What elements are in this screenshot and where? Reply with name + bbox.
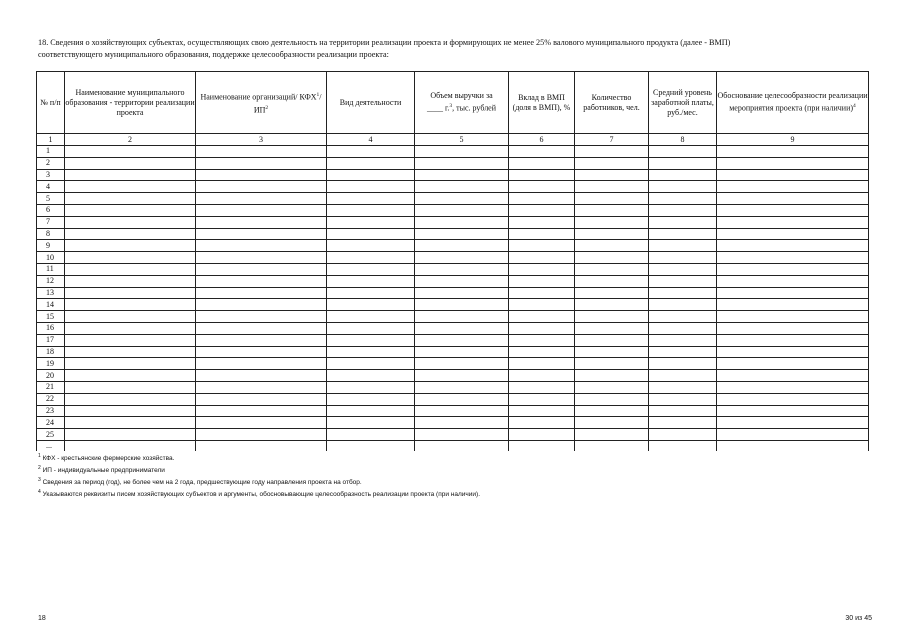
row-number: 2 xyxy=(37,157,65,169)
table-cell xyxy=(196,299,327,311)
table-cell xyxy=(649,311,717,323)
row-number: 7 xyxy=(37,216,65,228)
row-number: 3 xyxy=(37,169,65,181)
table-cell xyxy=(327,146,415,158)
table-cell xyxy=(509,216,575,228)
table-cell xyxy=(509,346,575,358)
table-row xyxy=(37,216,869,228)
table-row xyxy=(37,287,869,299)
table-cell xyxy=(65,157,196,169)
row-number: 13 xyxy=(37,287,65,299)
table-row xyxy=(37,381,869,393)
row-number: 17 xyxy=(37,334,65,346)
footnote-2: $^2$ ИП - индивидуальные предприниматели xyxy=(38,465,165,475)
table-cell xyxy=(327,440,415,451)
table-cell xyxy=(509,417,575,429)
table-cell xyxy=(509,393,575,405)
row-number: 15 xyxy=(37,311,65,323)
table-cell xyxy=(575,146,649,158)
table-cell xyxy=(65,181,196,193)
table-cell xyxy=(65,334,196,346)
column-number: 5 xyxy=(415,134,509,146)
table-row xyxy=(37,146,869,158)
table-cell xyxy=(196,240,327,252)
table-cell xyxy=(509,275,575,287)
table-row xyxy=(37,204,869,216)
footnote-4: $^4$ Указываются реквизиты писем хозяйствующих субъектов и аргументы, обосновывающие целесообразность реализации проекта (при наличии). xyxy=(38,489,481,499)
table-row xyxy=(37,346,869,358)
table-cell xyxy=(196,358,327,370)
table-cell xyxy=(65,358,196,370)
table-cell xyxy=(717,263,869,275)
table-cell xyxy=(649,370,717,382)
table-cell xyxy=(509,193,575,205)
table-cell xyxy=(575,287,649,299)
table-row xyxy=(37,157,869,169)
row-number: 25 xyxy=(37,429,65,441)
table-cell xyxy=(415,405,509,417)
table-cell xyxy=(717,228,869,240)
table-cell xyxy=(717,299,869,311)
table-cell xyxy=(415,358,509,370)
table-cell xyxy=(415,216,509,228)
table-row xyxy=(37,417,869,429)
table-cell xyxy=(649,334,717,346)
col-header-number: № п/п xyxy=(37,72,65,134)
table-cell xyxy=(649,299,717,311)
table-cell xyxy=(196,417,327,429)
table-cell xyxy=(415,370,509,382)
table-cell xyxy=(649,252,717,264)
column-number: 1 xyxy=(37,134,65,146)
table-cell xyxy=(65,405,196,417)
table-cell xyxy=(327,299,415,311)
table-cell xyxy=(649,275,717,287)
table-cell xyxy=(509,181,575,193)
table-cell xyxy=(196,204,327,216)
table-cell xyxy=(415,263,509,275)
table-cell xyxy=(575,157,649,169)
row-number: 21 xyxy=(37,381,65,393)
column-number: 4 xyxy=(327,134,415,146)
table-cell xyxy=(575,417,649,429)
table-cell xyxy=(509,358,575,370)
column-number: 9 xyxy=(717,134,869,146)
col-header-activity: Вид деятельности xyxy=(327,72,415,134)
page-counter: 30 из 45 xyxy=(845,615,872,622)
table-cell xyxy=(327,358,415,370)
table-cell xyxy=(415,240,509,252)
table-row-ellipsis xyxy=(37,440,869,451)
table-cell xyxy=(649,228,717,240)
row-number: 8 xyxy=(37,228,65,240)
table-cell xyxy=(196,287,327,299)
table-cell xyxy=(575,193,649,205)
table-cell xyxy=(196,405,327,417)
table-cell xyxy=(509,429,575,441)
table-cell xyxy=(415,193,509,205)
row-number: 6 xyxy=(37,204,65,216)
table-cell xyxy=(575,240,649,252)
table-cell xyxy=(196,252,327,264)
row-number: 1 xyxy=(37,146,65,158)
row-number: 18 xyxy=(37,346,65,358)
table-cell xyxy=(649,322,717,334)
table-cell xyxy=(196,157,327,169)
table-cell xyxy=(65,381,196,393)
table-cell xyxy=(196,429,327,441)
col-header-municipality: Наименование муниципального образования - территории реализации проекта xyxy=(65,72,196,134)
table-cell xyxy=(575,370,649,382)
table-cell xyxy=(196,263,327,275)
row-number: 24 xyxy=(37,417,65,429)
table-cell xyxy=(327,263,415,275)
table-cell xyxy=(575,252,649,264)
table-cell xyxy=(65,240,196,252)
table-row xyxy=(37,393,869,405)
table-cell xyxy=(649,287,717,299)
table-cell xyxy=(415,181,509,193)
table-cell xyxy=(509,204,575,216)
table-cell xyxy=(415,417,509,429)
row-number: 10 xyxy=(37,252,65,264)
table-cell xyxy=(649,417,717,429)
table-cell xyxy=(65,322,196,334)
table-row xyxy=(37,429,869,441)
table-cell xyxy=(575,204,649,216)
table-cell xyxy=(65,204,196,216)
table-cell xyxy=(717,429,869,441)
table-cell xyxy=(509,169,575,181)
table-cell xyxy=(649,146,717,158)
table-cell xyxy=(327,204,415,216)
table-row xyxy=(37,228,869,240)
table-cell xyxy=(327,405,415,417)
table-cell xyxy=(649,193,717,205)
table-cell xyxy=(327,181,415,193)
col-header-gmp-share: Вклад в ВМП (доля в ВМП), % xyxy=(509,72,575,134)
table-cell xyxy=(327,381,415,393)
table-cell xyxy=(575,334,649,346)
table-cell xyxy=(717,275,869,287)
footnote-3: $^3$ Сведения за период (год), не более чем на 2 года, предшествующие году направления проекта на отбор. xyxy=(38,477,362,487)
table-cell xyxy=(509,440,575,451)
table-cell xyxy=(65,146,196,158)
table-row xyxy=(37,275,869,287)
table-cell xyxy=(65,440,196,451)
table-row xyxy=(37,322,869,334)
table-cell xyxy=(65,311,196,323)
table-cell xyxy=(415,228,509,240)
table-cell xyxy=(509,370,575,382)
row-number: 23 xyxy=(37,405,65,417)
table-cell xyxy=(717,181,869,193)
table-cell xyxy=(415,275,509,287)
table-cell xyxy=(415,287,509,299)
row-number: 16 xyxy=(37,322,65,334)
col-header-justification: Обоснование целесообразности реализации мероприятия проекта (при наличии)$^4$ xyxy=(717,72,869,134)
heading-line-1: 18. Сведения о хозяйствующих субъектах, осуществляющих свою деятельность на территории реализации проекта и формирующих не менее 25% валового муниципального продукта (далее - ВМП) xyxy=(38,38,731,47)
table-cell xyxy=(196,169,327,181)
table-cell xyxy=(717,240,869,252)
table-row xyxy=(37,370,869,382)
col-header-revenue: Объем выручки за ____ г.$^3$, тыс. рублей xyxy=(415,72,509,134)
table-cell xyxy=(717,370,869,382)
table-cell xyxy=(196,216,327,228)
table-cell xyxy=(415,146,509,158)
table-cell xyxy=(415,299,509,311)
row-number: 12 xyxy=(37,275,65,287)
table-cell xyxy=(575,381,649,393)
row-number: 4 xyxy=(37,181,65,193)
table-cell xyxy=(196,275,327,287)
table-cell xyxy=(717,322,869,334)
table-cell xyxy=(65,228,196,240)
table-cell xyxy=(575,299,649,311)
table-cell xyxy=(649,393,717,405)
table-cell xyxy=(415,311,509,323)
table-cell xyxy=(509,252,575,264)
table-row xyxy=(37,299,869,311)
table-cell xyxy=(575,358,649,370)
table-cell xyxy=(717,311,869,323)
col-header-employees: Количество работников, чел. xyxy=(575,72,649,134)
table-cell xyxy=(196,393,327,405)
table-cell xyxy=(65,216,196,228)
table-cell xyxy=(649,169,717,181)
table-row xyxy=(37,193,869,205)
entities-table xyxy=(36,71,869,451)
table-cell xyxy=(196,370,327,382)
table-cell xyxy=(327,311,415,323)
table-cell xyxy=(649,263,717,275)
table-cell xyxy=(649,181,717,193)
table-cell xyxy=(509,157,575,169)
table-row xyxy=(37,169,869,181)
table-cell xyxy=(196,440,327,451)
table-cell xyxy=(649,405,717,417)
table-cell xyxy=(509,322,575,334)
table-cell xyxy=(649,157,717,169)
table-cell xyxy=(717,358,869,370)
table-cell xyxy=(717,146,869,158)
table-cell xyxy=(65,370,196,382)
row-number: 19 xyxy=(37,358,65,370)
table-cell xyxy=(65,393,196,405)
table-cell xyxy=(649,216,717,228)
table-cell xyxy=(575,429,649,441)
table-row xyxy=(37,181,869,193)
column-number: 7 xyxy=(575,134,649,146)
table-cell xyxy=(717,216,869,228)
table-cell xyxy=(196,193,327,205)
table-cell xyxy=(196,381,327,393)
column-number: 3 xyxy=(196,134,327,146)
table-cell xyxy=(575,440,649,451)
table-cell xyxy=(575,405,649,417)
page-number-left: 18 xyxy=(38,615,46,622)
table-cell xyxy=(327,287,415,299)
col-header-salary: Средний уровень заработной платы, руб./мес. xyxy=(649,72,717,134)
table-cell xyxy=(575,275,649,287)
table-cell xyxy=(509,240,575,252)
table-cell xyxy=(717,405,869,417)
table-cell xyxy=(65,252,196,264)
table-cell xyxy=(327,417,415,429)
table-cell xyxy=(575,311,649,323)
table-cell xyxy=(327,252,415,264)
table-cell xyxy=(65,193,196,205)
table-cell xyxy=(65,275,196,287)
table-cell xyxy=(509,263,575,275)
table-cell xyxy=(575,181,649,193)
table-cell xyxy=(509,311,575,323)
table-cell xyxy=(717,334,869,346)
table-row xyxy=(37,240,869,252)
table-cell xyxy=(65,299,196,311)
table-cell xyxy=(415,381,509,393)
table-cell xyxy=(327,193,415,205)
table-cell xyxy=(415,252,509,264)
row-ellipsis: ... xyxy=(37,440,65,451)
table-cell xyxy=(717,169,869,181)
table-cell xyxy=(327,370,415,382)
table-cell xyxy=(415,346,509,358)
table-cell xyxy=(575,169,649,181)
table-cell xyxy=(415,322,509,334)
table-cell xyxy=(575,216,649,228)
table-cell xyxy=(327,275,415,287)
table-cell xyxy=(65,346,196,358)
table-cell xyxy=(575,322,649,334)
table-cell xyxy=(509,334,575,346)
table-cell xyxy=(717,440,869,451)
table-cell xyxy=(327,216,415,228)
table-row xyxy=(37,405,869,417)
table-cell xyxy=(415,169,509,181)
table-row xyxy=(37,311,869,323)
table-row xyxy=(37,334,869,346)
table-cell xyxy=(196,228,327,240)
column-numbers-row xyxy=(37,134,869,146)
table-cell xyxy=(717,417,869,429)
row-number: 9 xyxy=(37,240,65,252)
table-row xyxy=(37,358,869,370)
table-cell xyxy=(509,287,575,299)
heading-line-2: соответствующего муниципального образования, поддержке целесообразности реализации проекта: xyxy=(38,50,389,59)
table-cell xyxy=(415,157,509,169)
table-cell xyxy=(327,157,415,169)
table-cell xyxy=(575,346,649,358)
table-row xyxy=(37,263,869,275)
column-number: 6 xyxy=(509,134,575,146)
table-cell xyxy=(327,322,415,334)
table-cell xyxy=(649,429,717,441)
table-cell xyxy=(65,287,196,299)
row-number: 5 xyxy=(37,193,65,205)
table-cell xyxy=(327,334,415,346)
table-cell xyxy=(65,263,196,275)
footnote-1: $^1$ КФХ - крестьянские фермерские хозяйства. xyxy=(38,453,175,463)
table-cell xyxy=(196,334,327,346)
table-cell xyxy=(717,346,869,358)
table-cell xyxy=(415,393,509,405)
table-cell xyxy=(327,346,415,358)
table-cell xyxy=(509,405,575,417)
row-number: 22 xyxy=(37,393,65,405)
table-cell xyxy=(649,440,717,451)
table-cell xyxy=(717,204,869,216)
table-cell xyxy=(649,204,717,216)
table-cell xyxy=(415,429,509,441)
table-cell xyxy=(196,322,327,334)
table-cell xyxy=(649,358,717,370)
table-cell xyxy=(415,334,509,346)
table-cell xyxy=(327,240,415,252)
row-number: 20 xyxy=(37,370,65,382)
table-cell xyxy=(717,193,869,205)
column-number: 8 xyxy=(649,134,717,146)
row-number: 11 xyxy=(37,263,65,275)
table-cell xyxy=(327,169,415,181)
table-row xyxy=(37,252,869,264)
column-number: 2 xyxy=(65,134,196,146)
table-cell xyxy=(509,146,575,158)
table-cell xyxy=(509,381,575,393)
table-cell xyxy=(649,381,717,393)
table-cell xyxy=(327,393,415,405)
col-header-organization: Наименование организаций/ $КФХ^1/ИП^2$ xyxy=(196,72,327,134)
table-cell xyxy=(575,393,649,405)
table-cell xyxy=(649,346,717,358)
table-cell xyxy=(196,181,327,193)
table-cell xyxy=(717,252,869,264)
table-cell xyxy=(509,228,575,240)
table-cell xyxy=(415,440,509,451)
table-cell xyxy=(196,311,327,323)
table-cell xyxy=(717,157,869,169)
table-cell xyxy=(717,287,869,299)
table-cell xyxy=(65,417,196,429)
table-cell xyxy=(327,429,415,441)
table-cell xyxy=(649,240,717,252)
table-cell xyxy=(575,263,649,275)
table-cell xyxy=(509,299,575,311)
table-cell xyxy=(717,393,869,405)
table-cell xyxy=(717,381,869,393)
section-heading xyxy=(38,37,878,61)
table-cell xyxy=(327,228,415,240)
table-cell xyxy=(196,146,327,158)
table-cell xyxy=(65,429,196,441)
table-cell xyxy=(196,346,327,358)
table-cell xyxy=(415,204,509,216)
row-number: 14 xyxy=(37,299,65,311)
table-cell xyxy=(575,228,649,240)
table-cell xyxy=(65,169,196,181)
